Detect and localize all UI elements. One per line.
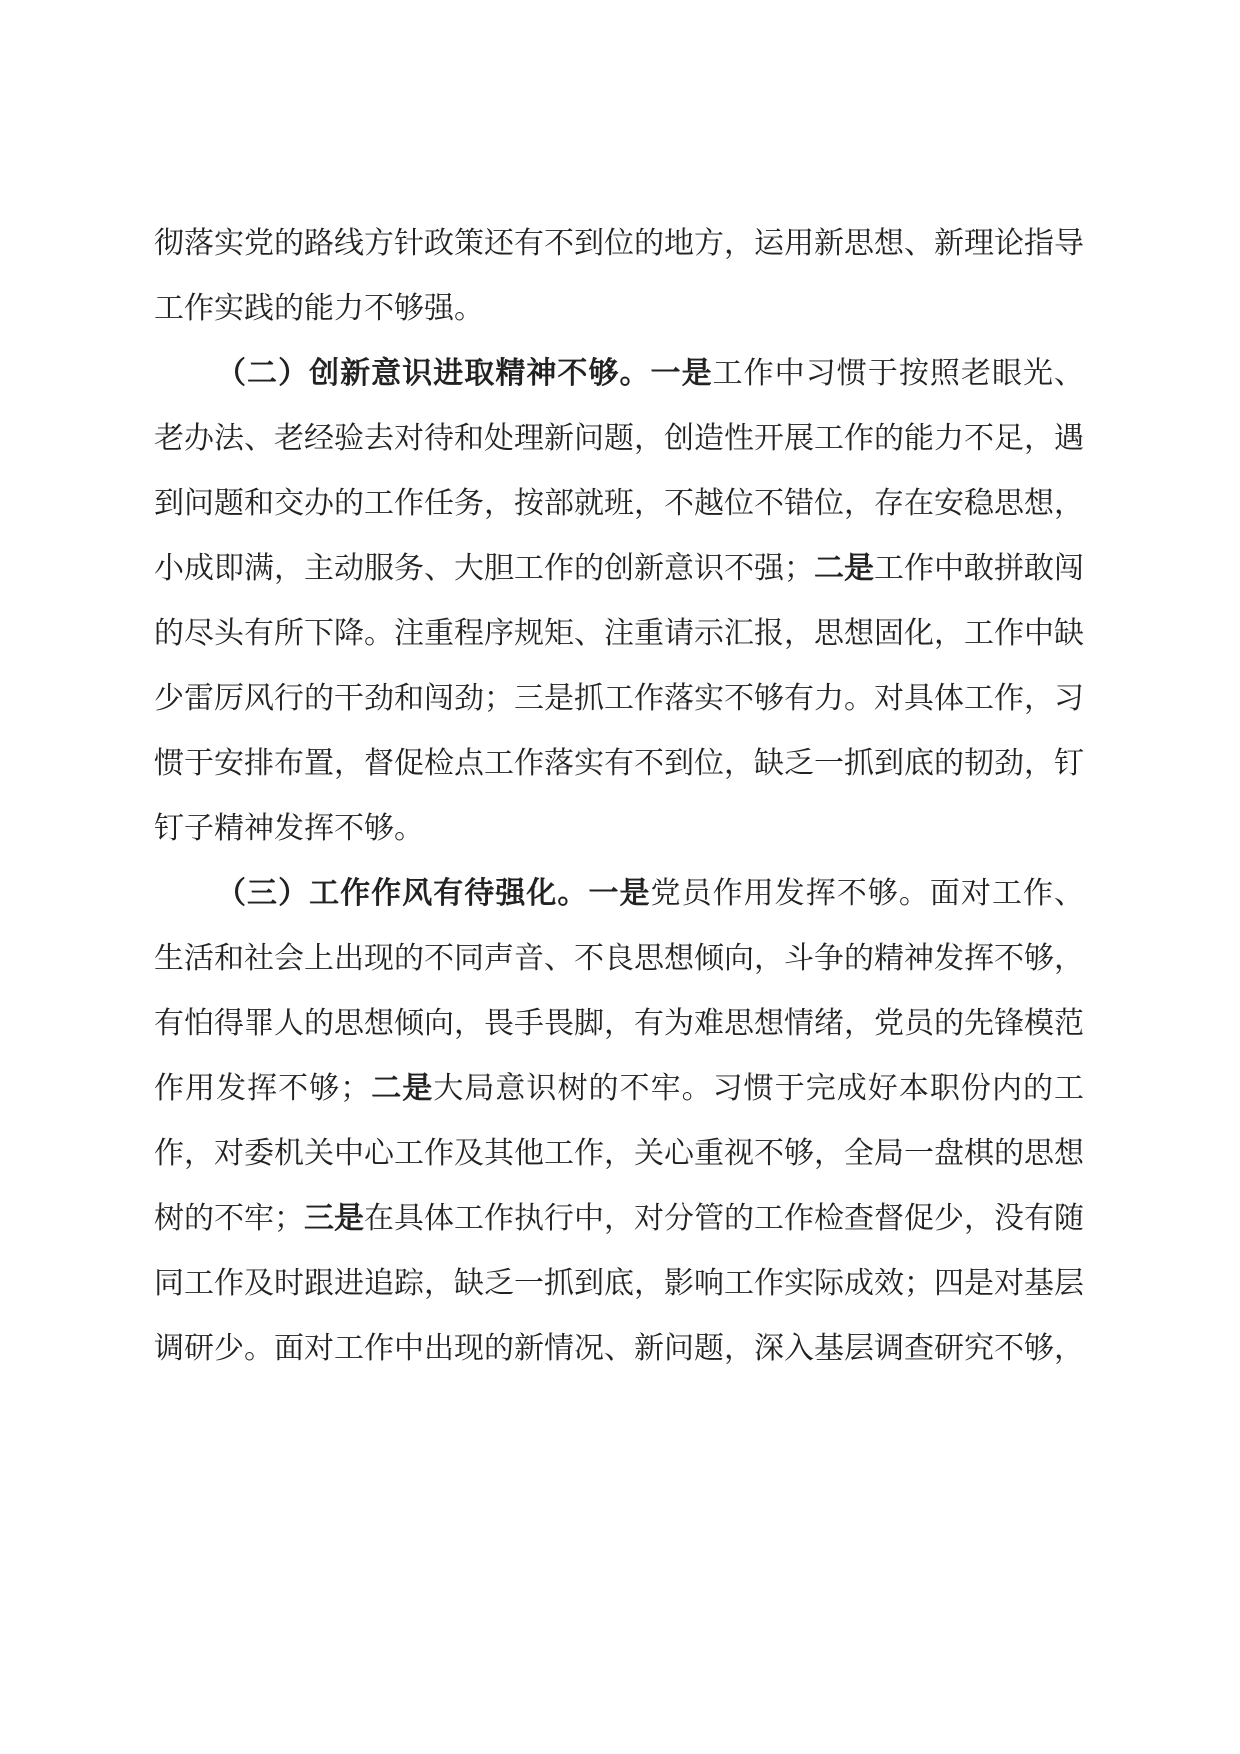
point-marker: 一是 — [588, 876, 651, 911]
point-marker: 一是 — [650, 356, 713, 391]
paragraph-text: 党员作用发挥不够。面对工作、生活和社会上出现的不同声音、不良思想倾向，斗争的精神发挥不够，有怕得罪人的思想倾向，畏手畏脚，有为难思想情绪，党员的先锋模范作用发挥不够； — [154, 876, 1085, 1106]
section-heading: （二）创新意识进取精神不够。 — [216, 356, 651, 391]
section-heading: （三）工作作风有待强化。 — [216, 876, 589, 911]
paragraph-section-two — [154, 341, 1084, 861]
point-marker: 二是 — [370, 1071, 434, 1106]
point-marker: 二是 — [814, 551, 874, 586]
paragraph-text: 彻落实党的路线方针政策还有不到位的地方，运用新思想、新理论指导工作实践的能力不够强。 — [154, 226, 1084, 326]
paragraph-text: 在具体工作执行中，对分管的工作检查督促少，没有随同工作及时跟进追踪，缺乏一抓到底，影响工作实际成效；四是对基层调研少。面对工作中出现的新情况、新问题，深入基层调查研究不够， — [154, 1201, 1084, 1366]
paragraph-text: 工作中习惯于按照老眼光、老办法、老经验去对待和处理新问题，创造性开展工作的能力不足，遇到问题和交办的工作任务，按部就班，不越位不错位，存在安稳思想，小成即满，主动服务、大胆工作的创新意识不强； — [154, 356, 1085, 586]
document-body — [154, 211, 1084, 1381]
point-marker: 三是 — [304, 1201, 364, 1236]
paragraph-text: 大局意识树的不牢。习惯于完成好本职份内的工作，对委机关中心工作及其他工作，关心重视不够，全局一盘棋的思想树的不牢； — [154, 1071, 1085, 1236]
paragraph-text: 工作中敢拼敢闯的尽头有所下降。注重程序规矩、注重请示汇报，思想固化，工作中缺少雷厉风行的干劲和闯劲；三是抓工作落实不够有力。对具体工作，习惯于安排布置，督促检点工作落实有不到位，缺乏一抓到底的韧劲，钉钉子精神发挥不够。 — [154, 551, 1084, 846]
paragraph-continuation — [154, 211, 1084, 341]
paragraph-section-three — [154, 861, 1084, 1381]
